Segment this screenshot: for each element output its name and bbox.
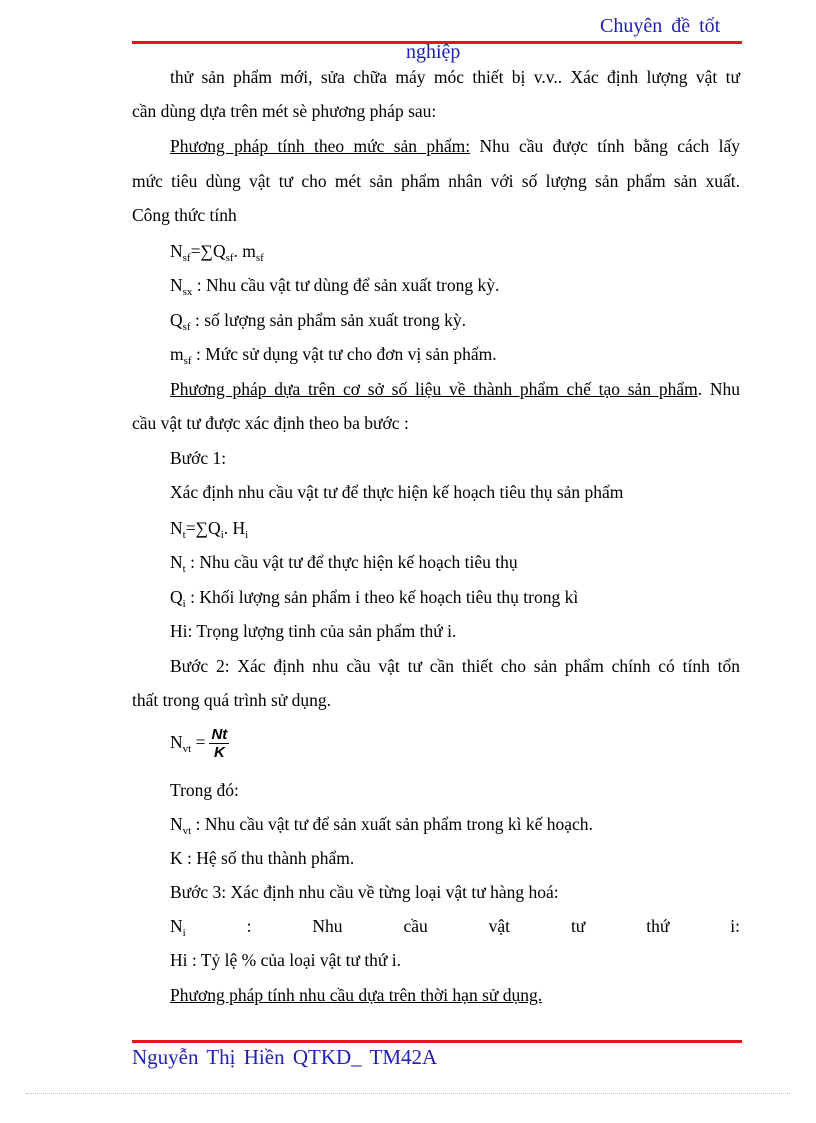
footer-rule <box>132 1040 742 1043</box>
definition-line: $N_{vt}$ : Nhu cầu vật tư để sản xuất sản phẩm trong kì kế hoạch. <box>170 814 593 837</box>
paragraph-line: Bước 2: Xác định nhu cầu vật tư cần thiết cho sản phẩm chính có tính tổn <box>170 656 740 676</box>
paragraph-line: thử sản phẩm mới, sửa chữa máy móc thiết bị v.v.. Xác định lượng vật tư <box>170 67 740 87</box>
paragraph-line: cầu vật tư được xác định theo ba bước : <box>132 413 409 433</box>
definition-line: K : Hệ số thu thành phẩm. <box>170 848 355 868</box>
paragraph-line: mức tiêu dùng vật tư cho mét sản phẩm nhân với số lượng sản phẩm sản xuất. <box>132 171 740 191</box>
definition-line: Hi: Trọng lượng tinh của sản phẩm thứ i. <box>170 621 457 641</box>
definition-line: $N_{sx}$ : Nhu cầu vật tư dùng để sản xuất trong kỳ. <box>170 275 500 298</box>
definition-line: Hi : Tỷ lệ % của loại vật tư thứ i. <box>170 950 402 970</box>
formula-nsf: $N_{sf}=\sum Q_{sf}$. $m_{sf}$ <box>170 241 264 264</box>
method-heading: Phương pháp tính nhu cầu dựa trên thời hạn sử dụng. <box>170 985 543 1005</box>
formula-nvt: $N_{vt}$ = $\frac{Nt}{K}$ <box>170 726 228 762</box>
definition-line: $N_t$ : Nhu cầu vật tư để thực hiện kế hoạch tiêu thụ <box>170 552 518 575</box>
method-heading: Phương pháp dựa trên cơ sở số liệu về thành phẩm chế tạo sản phẩm <box>170 379 698 399</box>
header-title-continued: nghiệp <box>406 41 461 63</box>
page-edge-dots <box>26 1093 790 1094</box>
definition-line: $N_i$ : Nhu cầu vật tư thứ i: <box>170 916 740 939</box>
header-title: Chuyên đề tốt <box>600 15 721 37</box>
paragraph-line: Bước 3: Xác định nhu cầu về từng loại vật tư hàng hoá: <box>170 882 559 902</box>
method-heading: Phương pháp tính theo mức sản phẩm: <box>170 136 471 156</box>
fraction: $\frac{Nt}{K}$ <box>211 726 228 762</box>
paragraph-line: Công thức tính <box>132 205 237 225</box>
paragraph-line: thất trong quá trình sử dụng. <box>132 690 332 710</box>
formula-nt: $N_t=\sum Q_i$. $H_i$ <box>170 518 249 541</box>
definition-line: $Q_{sf}$ : số lượng sản phẩm sản xuất trong kỳ. <box>170 310 466 333</box>
definition-line: $Q_i$ : Khối lượng sản phẩm i theo kế hoạch tiêu thụ trong kì <box>170 587 579 610</box>
definition-line: $m_{sf}$ : Mức sử dụng vật tư cho đơn vị sản phẩm. <box>170 344 497 367</box>
paragraph-line: Phương pháp dựa trên cơ sở số liệu về thành phẩm chế tạo sản phẩm. Nhu <box>170 379 740 399</box>
paragraph-line: Xác định nhu cầu vật tư để thực hiện kế hoạch tiêu thụ sản phẩm <box>170 482 624 502</box>
footer-author: Nguyễn Thị Hiền QTKD_ TM42A <box>132 1045 438 1069</box>
paragraph-line: Phương pháp tính theo mức sản phẩm: Nhu cầu được tính bằng cách lấy <box>170 136 740 156</box>
step-label: Bước 1: <box>170 448 227 468</box>
paragraph-line: cần dùng dựa trên mét sè phương pháp sau: <box>132 101 437 121</box>
paragraph-line: Trong đó: <box>170 780 239 800</box>
